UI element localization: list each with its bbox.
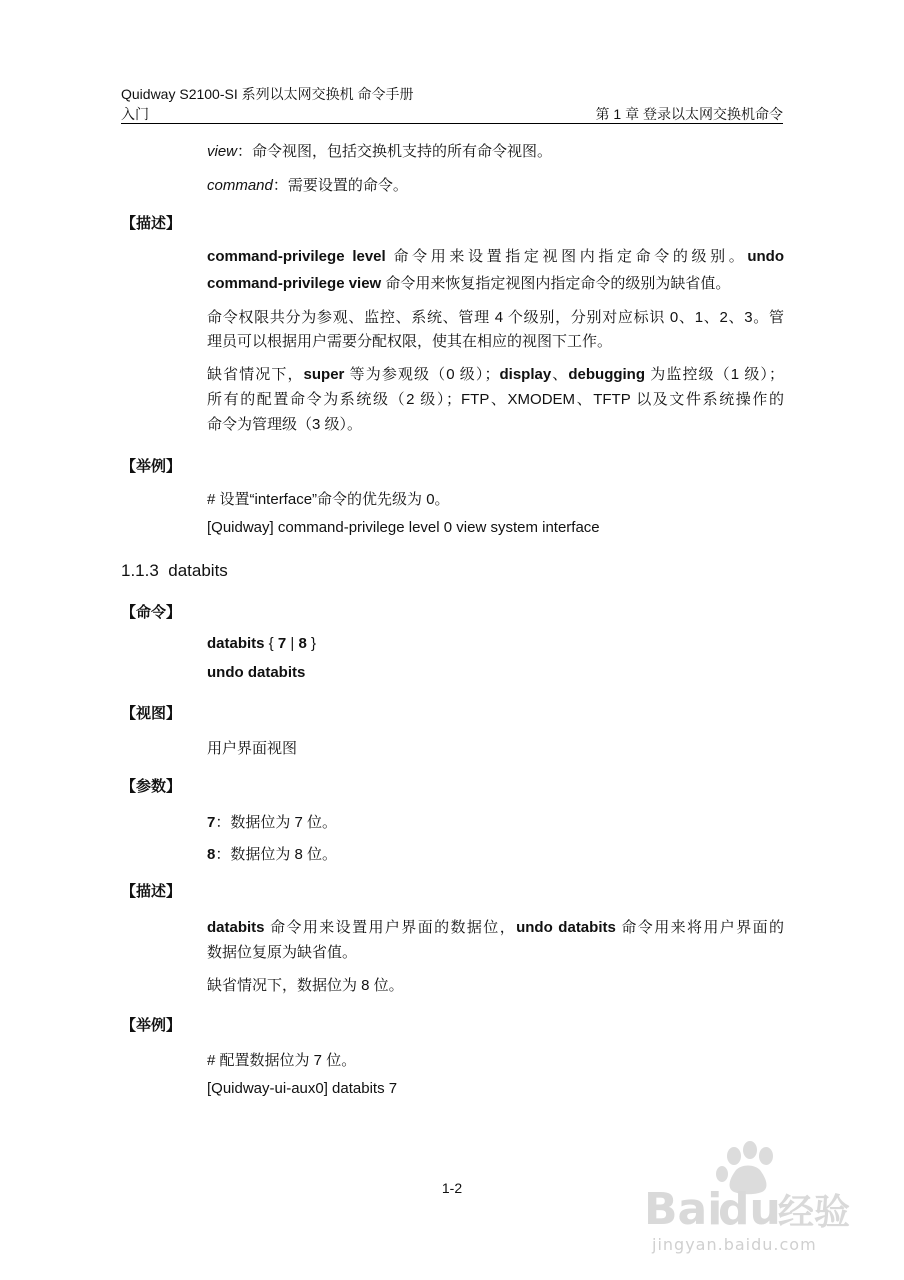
- param-view: view：命令视图，包括交换机支持的所有命令视图。: [207, 143, 553, 160]
- desc2-line-1: databits 命令用来设置用户界面的数据位，undo databits 命令用来将用户界面的: [207, 919, 785, 936]
- desc1-line-7: 命令为管理级（3 级）。: [207, 416, 363, 433]
- example1-comment: # 设置“interface”命令的优先级为 0。: [207, 491, 450, 508]
- watermark-brand: Bai: [644, 1184, 723, 1235]
- param-command: command：需要设置的命令。: [207, 177, 408, 194]
- section-heading: 1.1.3 databits: [121, 561, 228, 580]
- example1-code: [Quidway] command-privilege level 0 view system interface: [207, 519, 600, 536]
- watermark-url: jingyan.baidu.com: [652, 1235, 817, 1254]
- watermark-brand-2: du: [718, 1184, 781, 1235]
- watermark-brand-cn: 经验: [778, 1192, 851, 1233]
- desc2-line-2: 数据位复原为缺省值。: [207, 944, 358, 961]
- desc1-line-4: 理员可以根据用户需要分配权限，使其在相应的视图下工作。: [207, 333, 613, 350]
- command-syntax-1: databits { 7 | 8 }: [207, 635, 316, 652]
- section-command: 【命令】: [121, 604, 182, 621]
- baidu-watermark: [638, 1140, 888, 1260]
- param-8: 8：数据位为 8 位。: [207, 846, 338, 863]
- desc1-line-1: command-privilege level 命令用来设置指定视图内指定命令的级别。undo: [207, 248, 784, 265]
- section-description-1: 【描述】: [121, 215, 182, 232]
- example2-comment: # 配置数据位为 7 位。: [207, 1052, 357, 1069]
- section-parameters: 【参数】: [121, 778, 182, 795]
- page-number: 1-2: [441, 1180, 463, 1196]
- header-chapter: 第 1 章 登录以太网交换机命令: [595, 106, 783, 122]
- desc1-line-3: 命令权限共分为参观、监控、系统、管理 4 个级别，分别对应标识 0、1、2、3。管: [207, 309, 784, 326]
- header-section: 入门: [121, 106, 149, 122]
- command-syntax-2: undo databits: [207, 664, 306, 681]
- header-divider: [121, 123, 783, 124]
- section-description-2: 【描述】: [121, 883, 182, 900]
- desc1-line-2: command-privilege view 命令用来恢复指定视图内指定命令的级别为缺省值。: [207, 275, 731, 292]
- desc1-line-6: 所有的配置命令为系统级（2 级）；FTP、XMODEM、TFTP 以及文件系统操作的: [207, 391, 784, 408]
- desc1-line-5: 缺省情况下，super 等为参观级（0 级）；display、debugging 为监控级（1 级）；: [207, 366, 784, 383]
- header-title: Quidway S2100-SI 系列以太网交换机 命令手册: [121, 86, 414, 102]
- section-view: 【视图】: [121, 705, 182, 722]
- section-example-2: 【举例】: [121, 1017, 182, 1034]
- section-example-1: 【举例】: [121, 458, 182, 475]
- example2-code: [Quidway-ui-aux0] databits 7: [207, 1080, 398, 1097]
- view-text: 用户界面视图: [207, 740, 298, 757]
- param-7: 7：数据位为 7 位。: [207, 814, 338, 831]
- desc2-line-3: 缺省情况下，数据位为 8 位。: [207, 977, 404, 994]
